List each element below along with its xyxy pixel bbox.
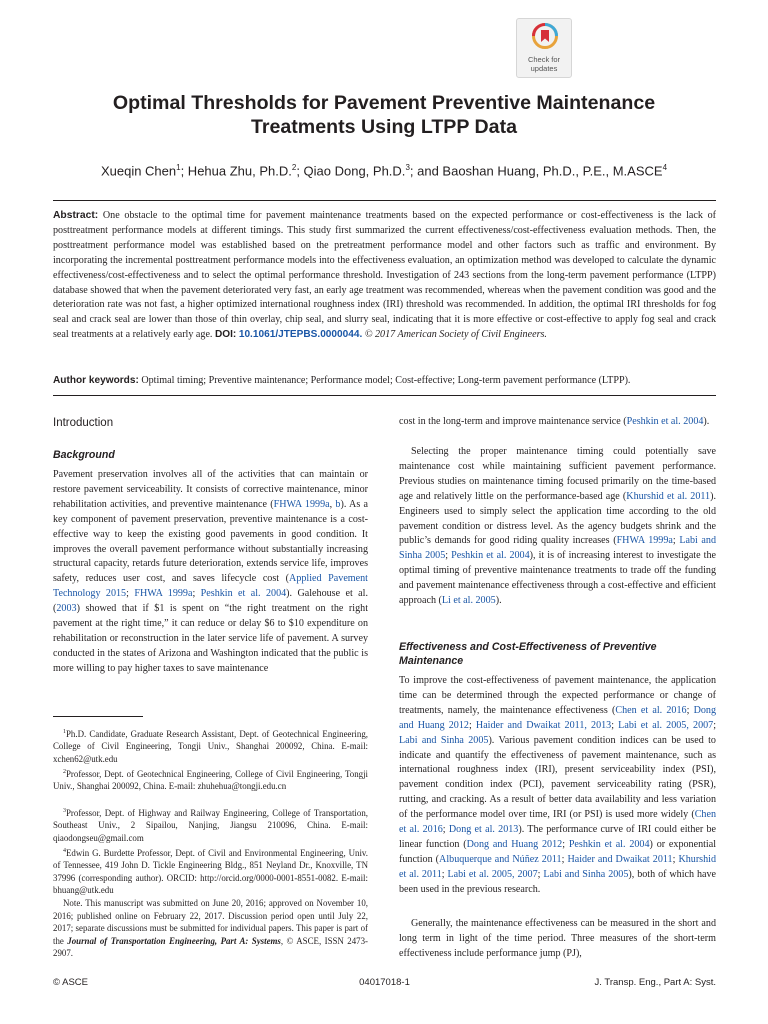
citation-link[interactable]: Labi et al. 2005, 2007 <box>618 719 714 731</box>
doi-label: DOI: <box>214 329 237 341</box>
text-run: ; <box>611 719 619 731</box>
right-paragraph-2 <box>399 674 716 898</box>
text-run: ; <box>686 704 694 716</box>
citation-link[interactable]: Labi and Sinha 2005 <box>399 734 489 746</box>
heading-effectiveness: Effectiveness and Cost-Effectiveness of Preventive Maintenance <box>399 641 657 667</box>
text-run: ; <box>126 588 135 600</box>
citation-link[interactable]: Labi and Sinha 2005 <box>399 535 716 562</box>
citation-link[interactable]: Dong et al. 2013 <box>448 824 519 836</box>
text-run: ; <box>468 719 476 731</box>
citation-link[interactable]: Peshkin et al. 2004 <box>626 416 704 427</box>
citation-link[interactable]: Peshkin et al. 2004 <box>451 550 530 562</box>
footnote-4 <box>53 845 368 897</box>
text-run: ) showed that if $1 is spent on “the right treatment on the right pavement at the right time,” it can reduce or delay $6 to $10 expenditure on rehabilitation or reconstruction in the later service life of pavement. A survey conducted in the states of Arizona and Washington indicated that the public is more willing to pay higher taxes to save maintenance <box>53 603 368 674</box>
footnote-1 <box>53 726 368 765</box>
right-paragraph-3: Generally, the maintenance effectiveness can be measured in the short and long term in light of the time period. Three measures of the short-term effectiveness include performance jump (PJ), <box>399 918 716 959</box>
right-paragraph-0 <box>399 415 716 430</box>
citation-link[interactable]: Peshkin et al. 2004 <box>200 588 287 600</box>
right-paragraph-1 <box>399 445 716 609</box>
footnote-mark: 1 <box>63 729 66 735</box>
text-run: ; <box>192 588 201 600</box>
footnote-text: Professor, Dept. of Highway and Railway Engineering, College of Transportation, Southeast Univ., 2 Sipailou, Nanjing, Jiangsu 210096, China. E-mail: qiaodongseu@gmail.com <box>53 807 368 843</box>
text-run: ). Various pavement condition indices can be used to indicate and quantify the effectiveness of pavement maintenance, such as international roughness index (IRI), present serviceability index (PSI), pavement condition index (PCI), pavement serviceability rating (PSR), rutting, and cracking. As a result of better data availability and less variation of the performance model over time, IRI (or PSI) is used more widely ( <box>399 734 716 821</box>
text-run: ). Galehouse et al. ( <box>53 588 368 615</box>
doi-link[interactable]: 10.1061/JTEPBS.0000044. <box>238 329 363 341</box>
footer-article-number: 04017018-1 <box>359 977 410 988</box>
citation-link[interactable]: b <box>335 498 341 510</box>
citation-link[interactable]: Chen et al. 2016 <box>399 809 716 836</box>
citation-link[interactable]: Dong and Huang 2012 <box>466 838 563 850</box>
note-text: Note. This manuscript was submitted on June 20, 2016; approved on November 10, 2016; published online on February 22, 2017. Discussion period open until July 22, 2017; separate discussions must be submitted for individual papers. This paper is part of the <box>53 898 368 946</box>
text-run: ; <box>562 838 569 850</box>
note-text: , © ASCE, ISSN 2473-2907. <box>53 935 368 958</box>
abstract <box>53 209 716 343</box>
text-run: ; <box>672 853 679 865</box>
text-run: ; <box>713 719 717 731</box>
text-run: ), it is of increasing interest to investigate the optimal timing of preventive maintenance treatments to trade off the funding and pavement maintenance effectiveness through a cost-effective and efficient approach ( <box>399 550 717 607</box>
citation-link[interactable]: Haider and Dwaikat 2011 <box>567 853 673 865</box>
text-run: ; <box>537 868 544 880</box>
title-line-1: Optimal Thresholds for Pavement Preventive Maintenance <box>112 92 656 114</box>
author-1: Xueqin Chen <box>100 163 177 179</box>
footnote-mark: 2 <box>63 769 66 775</box>
footnote-text: Edwin G. Burdette Professor, Dept. of Civil and Environmental Engineering, Univ. of Tennessee, 419 John D. Tickle Engineering Bldg., 851 Neyland Dr., Knoxville, TN 37996 (corresponding author). ORCID: http://orcid.org/0000-0001-8551-0082. E-mail: bhuang@utk.edu <box>53 847 368 896</box>
footnote-text: Ph.D. Candidate, Graduate Research Assistant, Dept. of Geotechnical Engineering, College of Civil Engineering, Tongji Univ., Shanghai 200092, China. E-mail: xchen62@utk.edu <box>53 728 368 764</box>
citation-link[interactable]: Peshkin et al. 2004 <box>568 838 650 850</box>
text-run: ), both of which have been used in the previous research. <box>399 868 717 895</box>
text-run: ; <box>672 535 680 547</box>
citation-link[interactable]: Haider and Dwaikat 2011, 2013 <box>475 719 612 731</box>
text-run: ; <box>442 824 449 836</box>
citation-link[interactable]: FHWA 1999a <box>134 588 193 600</box>
heading-introduction: Introduction <box>53 417 114 429</box>
badge-line-2: updates <box>530 64 558 73</box>
copyright: © 2017 American Society of Civil Engineers. <box>362 329 547 341</box>
author-2-mark: 2 <box>291 163 297 172</box>
author-list <box>40 160 728 179</box>
author-2: ; Hehua Zhu, Ph.D. <box>180 163 292 179</box>
check-for-updates-badge[interactable] <box>516 18 572 78</box>
keywords-rule <box>53 395 716 396</box>
footer-journal: J. Transp. Eng., Part A: Syst. <box>594 977 716 988</box>
footnote-text: Professor, Dept. of Geotechnical Engineering, College of Civil Engineering, Tongji Univ., Shanghai 200092, China. E-mail: zhuhehua@tongji.edu.cn <box>53 768 368 792</box>
citation-link[interactable]: Chen et al. 2016 <box>615 704 687 716</box>
footnote-mark: 4 <box>63 848 66 854</box>
abstract-label: Abstract: <box>53 210 99 221</box>
abstract-text: One obstacle to the optimal time for pavement maintenance treatments based on the expected performance or cost-effectiveness is the lack of posttreatment performance models at different timings. This study first summarized the current effectiveness/cost-effectiveness evaluation methods. Then, the posttreatment performance model was established based on the pretreatment performance model and other factors such as traffic and environment. By incorporating the incremental posttreatment performance models into the effectiveness evaluation, an optimization method was developed to calculate the dynamic effectiveness/cost-effectiveness and to select the optimal performance threshold. Investigation of 243 sections from the long-term pavement performance (LTPP) database showed that when the pavement deteriorated very fast, an early age treatment was recommended, whereas when the pavement condition was good and the deterioration rate was not fast, a higher optimized international roughness index (IRI) threshold was recommended. In addition, the optimal IRI thresholds for fog seal and crack seal are lower than those of thin overlay, chip seal, and slurry seal, indicating that it is more effective or cost-effective to apply fog seal and crack seal treatments at a relatively early age. <box>53 210 716 341</box>
author-1-mark: 1 <box>176 163 181 172</box>
footer-copyright: © ASCE <box>53 977 88 988</box>
text-run: ). <box>495 595 502 607</box>
text-run: cost in the long-term and improve maintenance service ( <box>399 416 627 427</box>
top-rule <box>53 200 716 201</box>
author-4-mark: 4 <box>662 163 668 172</box>
footnote-rule <box>53 716 143 717</box>
citation-link[interactable]: 2003 <box>56 603 77 615</box>
author-3: ; Qiao Dong, Ph.D. <box>296 163 406 179</box>
author-4: ; and Baoshan Huang, Ph.D., P.E., M.ASCE <box>409 163 663 179</box>
crossmark-icon <box>532 23 558 49</box>
text-run: ). <box>703 416 710 427</box>
footnote-3 <box>53 805 368 844</box>
text-run: ). The performance curve of IRI could either be linear function ( <box>399 824 716 850</box>
citation-link[interactable]: FHWA 1999a <box>616 535 673 547</box>
text-run: ). As a key component of pavement preservation, preventive maintenance is a cost-effective way to keep the existing good pavements in good condition. It improves the overall pavement performance without substantially increasing structural capacity, retards future deterioration, extends service life, improves safety, reduces user cost, and saves lifecycle cost ( <box>53 498 369 585</box>
footnote-mark: 3 <box>63 808 66 814</box>
text-run: Pavement preservation involves all of the activities that can maintain or restore pavement serviceability. It consists of corrective maintenance, minor rehabilitation activities, and preventive maintenance ( <box>53 469 368 510</box>
citation-link[interactable]: Li et al. 2005 <box>441 595 496 607</box>
badge-line-1: Check for <box>527 55 561 64</box>
citation-link[interactable]: Khurshid et al. 2011 <box>626 490 711 502</box>
footnote-2 <box>53 766 368 793</box>
author-3-mark: 3 <box>405 163 410 172</box>
author-keywords <box>53 374 716 388</box>
keywords-text: Optimal timing; Preventive maintenance; Performance model; Cost-effective; Long-term pavement performance (LTPP). <box>138 375 631 386</box>
text-run: ) or exponential function ( <box>399 838 717 865</box>
citation-link[interactable]: Albuquerque and Núñez 2011 <box>439 853 562 865</box>
text-run: Selecting the proper maintenance timing could potentially save maintenance cost while maintaining sufficient pavement performance. Previous studies on maintenance timing focused primarily on the time-based age and relatively little on the performance-based age ( <box>399 446 716 502</box>
text-run: To improve the cost-effectiveness of pavement maintenance, the application time can be determined through the expected performance or change of treatments, namely, the maintenance effectiveness ( <box>399 675 716 716</box>
page-footer <box>53 977 716 991</box>
citation-link[interactable]: Khurshid et al. 2011 <box>399 853 717 880</box>
keywords-label: Author keywords: <box>53 375 139 386</box>
text-run: , <box>329 498 336 510</box>
paper-title <box>40 91 728 139</box>
text-run: ; <box>445 550 452 562</box>
citation-link[interactable]: FHWA 1999a <box>273 498 330 510</box>
heading-background: Background <box>53 449 115 461</box>
citation-link[interactable]: Applied Pavement Technology 2015 <box>53 573 368 600</box>
citation-link[interactable]: Labi et al. 2005, 2007 <box>447 868 538 880</box>
left-paragraph-1 <box>53 468 368 677</box>
text-run: ). Engineers used to simply select the application time according to the old pavement condition or distress level. As the agency budgets shrink and the public’s demands for good riding quality increases ( <box>399 490 716 547</box>
journal-name: Journal of Transportation Engineering, Part A: Systems <box>67 935 281 946</box>
citation-link[interactable]: Dong and Huang 2012 <box>399 704 717 731</box>
title-line-2: Treatments Using LTPP Data <box>250 116 518 138</box>
manuscript-note <box>53 897 368 960</box>
citation-link[interactable]: Labi and Sinha 2005 <box>543 868 629 880</box>
text-run: ; <box>441 868 448 880</box>
text-run: ; <box>561 853 568 865</box>
